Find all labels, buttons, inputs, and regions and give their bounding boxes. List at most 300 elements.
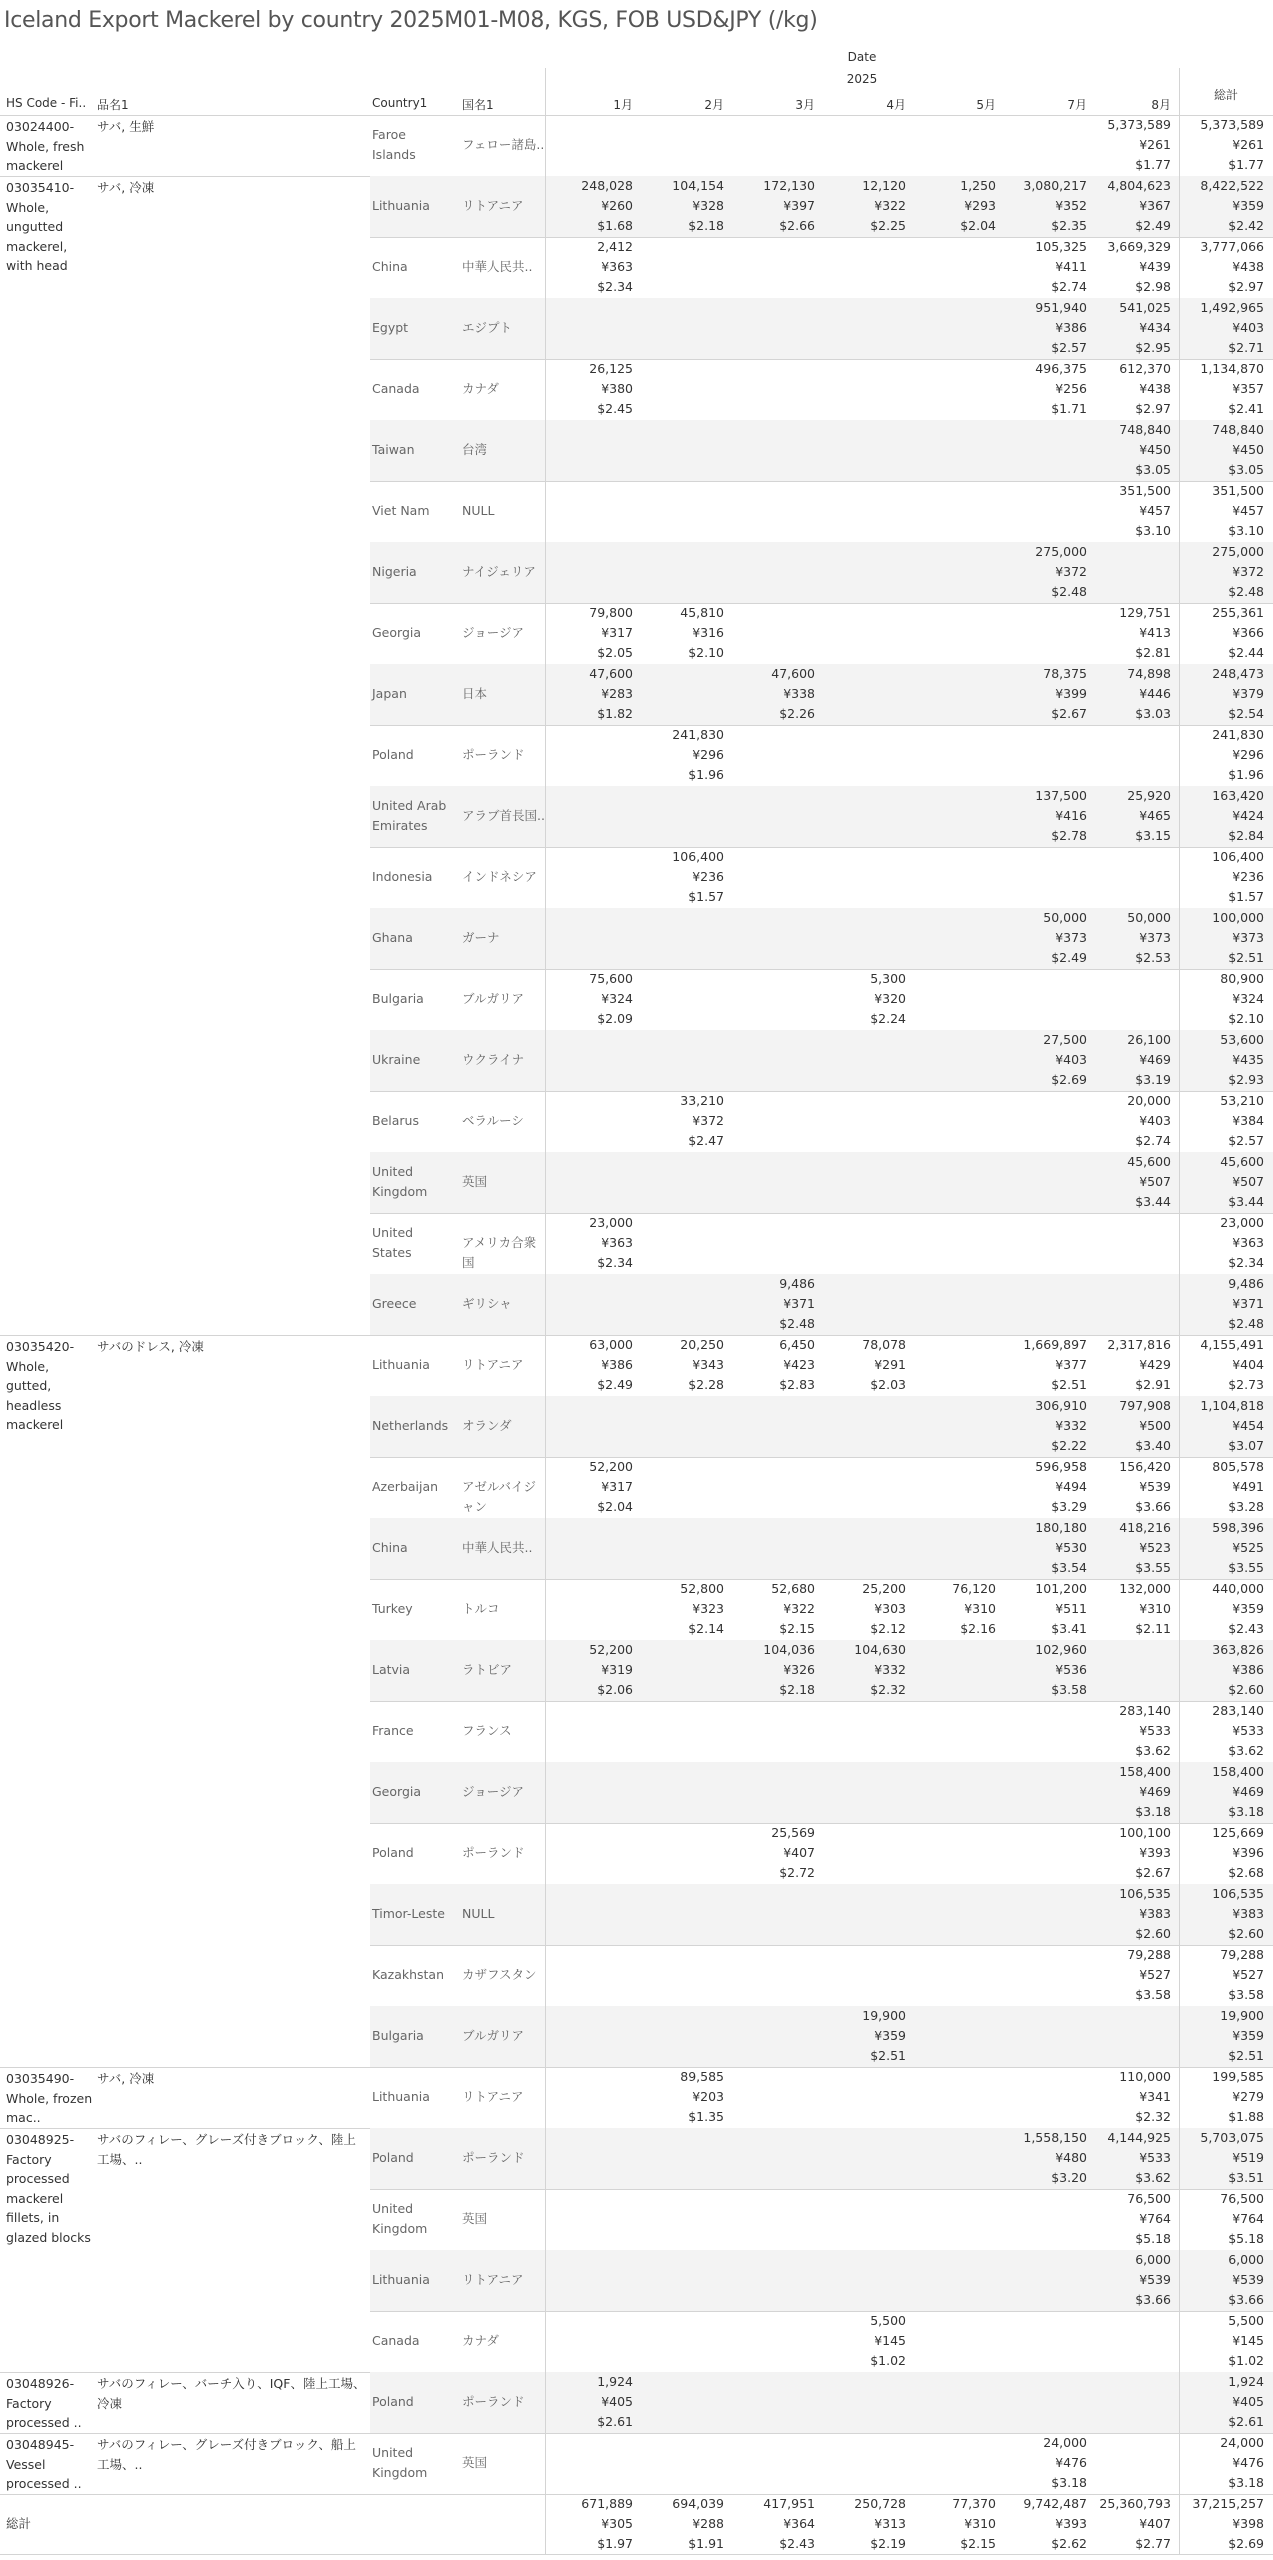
month-value: 89,585	[680, 2069, 724, 2084]
country-jp-cell: 英国	[462, 1174, 488, 1189]
month-value: 45,600	[1127, 1154, 1171, 1169]
month-value: $3.18	[1051, 2475, 1087, 2490]
month-value: ¥338	[783, 686, 815, 701]
month-value: 9,486	[779, 1276, 815, 1291]
total-value: 748,840	[1212, 422, 1264, 437]
total-value: $3.18	[1228, 1804, 1264, 1819]
month-value: $2.10	[688, 645, 724, 660]
month-value: $3.54	[1051, 1560, 1087, 1575]
month-value: ¥393	[1139, 1845, 1171, 1860]
total-value: 100,000	[1212, 910, 1264, 925]
total-value: 5,373,589	[1200, 117, 1264, 132]
month-value: $3.55	[1135, 1560, 1171, 1575]
month-value: 2,412	[597, 239, 633, 254]
month-value: ¥352	[1055, 198, 1087, 213]
grand-total-value: 25,360,793	[1099, 2496, 1171, 2511]
month-value: 52,200	[589, 1459, 633, 1474]
month-value: 63,000	[589, 1337, 633, 1352]
country-jp-cell: ブルガリア	[462, 2028, 525, 2043]
month-value: 132,000	[1119, 1581, 1171, 1596]
total-value: ¥373	[1232, 930, 1264, 945]
country-jp-cell: カナダ	[462, 381, 499, 396]
country-jp-cell: オランダ	[462, 1418, 512, 1433]
total-value: ¥525	[1232, 1540, 1264, 1555]
month-value: 541,025	[1119, 300, 1171, 315]
month-value: ¥324	[601, 991, 633, 1006]
month-value: 74,898	[1127, 666, 1171, 681]
grand-total-value: $2.19	[870, 2536, 906, 2551]
total-value: ¥383	[1232, 1906, 1264, 1921]
month-value: ¥469	[1139, 1052, 1171, 1067]
total-value: ¥279	[1232, 2089, 1264, 2104]
month-value: 104,036	[763, 1642, 815, 1657]
total-value: ¥396	[1232, 1845, 1264, 1860]
month-header: 2月	[704, 98, 724, 112]
month-value: ¥530	[1055, 1540, 1087, 1555]
month-value: 26,100	[1127, 1032, 1171, 1047]
total-value: 24,000	[1220, 2435, 1264, 2450]
country-cell: United Kingdom	[372, 2445, 428, 2480]
total-value: 351,500	[1212, 483, 1264, 498]
month-value: $3.62	[1135, 2170, 1171, 2185]
month-value: 137,500	[1035, 788, 1087, 803]
country-cell: Canada	[372, 381, 420, 396]
month-value: 79,288	[1127, 1947, 1171, 1962]
month-value: ¥320	[874, 991, 906, 1006]
month-value: ¥317	[601, 1479, 633, 1494]
month-value: $1.02	[870, 2353, 906, 2368]
month-value: $3.18	[1135, 1804, 1171, 1819]
country-cell: Georgia	[372, 1784, 422, 1799]
month-value: ¥411	[1055, 259, 1087, 274]
total-value: $3.44	[1228, 1194, 1264, 1209]
country-cell: Azerbaijan	[372, 1479, 439, 1494]
country-jp-cell: 英国	[462, 2211, 488, 2226]
month-value: 25,200	[862, 1581, 906, 1596]
month-value: 76,500	[1127, 2191, 1171, 2206]
country-cell: United Kingdom	[372, 2201, 428, 2236]
month-value: ¥303	[874, 1601, 906, 1616]
month-value: ¥326	[783, 1662, 815, 1677]
month-value: ¥523	[1139, 1540, 1171, 1555]
month-value: $2.48	[779, 1316, 815, 1331]
month-value: ¥405	[601, 2394, 633, 2409]
month-value: ¥322	[874, 198, 906, 213]
month-value: $2.24	[870, 1011, 906, 1026]
grand-total-value: 77,370	[952, 2496, 996, 2511]
month-value: $2.05	[597, 645, 633, 660]
month-value: $2.51	[870, 2048, 906, 2063]
country-jp-cell: リトアニア	[462, 2089, 524, 2104]
total-value: $2.34	[1228, 1255, 1264, 1270]
grand-total-value: ¥393	[1055, 2516, 1087, 2531]
month-value: ¥465	[1139, 808, 1171, 823]
month-value: $3.66	[1135, 1499, 1171, 1514]
month-value: 23,000	[589, 1215, 633, 1230]
month-value: ¥323	[692, 1601, 724, 1616]
month-value: ¥416	[1055, 808, 1087, 823]
country-jp-cell: 中華人民共..	[462, 1540, 533, 1555]
month-value: 52,200	[589, 1642, 633, 1657]
month-value: 156,420	[1119, 1459, 1171, 1474]
month-value: $3.58	[1051, 1682, 1087, 1697]
country-cell: Kazakhstan	[372, 1967, 445, 1982]
total-value: ¥454	[1232, 1418, 1264, 1433]
total-value: ¥435	[1232, 1052, 1264, 1067]
country-cell: Poland	[372, 2150, 414, 2165]
total-value: ¥359	[1232, 198, 1264, 213]
country-cell: Timor-Leste	[372, 1906, 445, 1921]
year-header: 2025	[846, 72, 878, 86]
total-value: ¥450	[1232, 442, 1264, 457]
month-value: ¥145	[874, 2333, 906, 2348]
month-value: 50,000	[1127, 910, 1171, 925]
total-value: $2.48	[1228, 1316, 1264, 1331]
month-value: $2.49	[1135, 218, 1171, 233]
country-cell: Lithuania	[372, 1357, 430, 1372]
month-value: $2.66	[779, 218, 815, 233]
total-value: 1,134,870	[1200, 361, 1264, 376]
month-value: 78,375	[1043, 666, 1087, 681]
total-value: 9,486	[1228, 1276, 1264, 1291]
total-value: ¥371	[1232, 1296, 1264, 1311]
month-value: $2.91	[1135, 1377, 1171, 1392]
month-value: ¥363	[601, 259, 633, 274]
country-cell: Poland	[372, 2394, 414, 2409]
total-value: $2.54	[1228, 706, 1264, 721]
month-value: $2.28	[688, 1377, 724, 1392]
month-value: 79,800	[589, 605, 633, 620]
total-value: ¥363	[1232, 1235, 1264, 1250]
total-value: $2.60	[1228, 1926, 1264, 1941]
month-value: 129,751	[1119, 605, 1171, 620]
month-value: ¥341	[1139, 2089, 1171, 2104]
month-value: 2,317,816	[1107, 1337, 1171, 1352]
month-value: ¥413	[1139, 625, 1171, 640]
month-value: 52,800	[680, 1581, 724, 1596]
month-value: ¥260	[601, 198, 633, 213]
total-value: $2.93	[1228, 1072, 1264, 1087]
month-value: $2.32	[870, 1682, 906, 1697]
month-value: $1.82	[597, 706, 633, 721]
month-value: $3.41	[1051, 1621, 1087, 1636]
total-value: $2.51	[1228, 950, 1264, 965]
month-value: 748,840	[1119, 422, 1171, 437]
country-jp-cell: ポーランド	[462, 1845, 525, 1860]
country-cell: Indonesia	[372, 869, 433, 884]
month-value: $5.18	[1135, 2231, 1171, 2246]
month-value: ¥539	[1139, 2272, 1171, 2287]
total-value: $1.02	[1228, 2353, 1264, 2368]
month-value: 5,300	[870, 971, 906, 986]
total-value: ¥261	[1232, 137, 1264, 152]
total-value: ¥145	[1232, 2333, 1264, 2348]
total-value: $3.07	[1228, 1438, 1264, 1453]
month-value: $2.48	[1051, 584, 1087, 599]
month-value: 3,080,217	[1023, 178, 1087, 193]
month-value: ¥332	[1055, 1418, 1087, 1433]
total-value: 275,000	[1212, 544, 1264, 559]
country-jp-cell: インドネシア	[462, 869, 537, 884]
month-value: $3.10	[1135, 523, 1171, 538]
month-value: ¥367	[1139, 198, 1171, 213]
month-value: 6,450	[779, 1337, 815, 1352]
total-value: 53,210	[1220, 1093, 1264, 1108]
country-jp-cell: ジョージア	[462, 625, 525, 640]
month-value: $2.12	[870, 1621, 906, 1636]
month-value: ¥439	[1139, 259, 1171, 274]
country-cell: France	[372, 1723, 414, 1738]
total-value: ¥438	[1232, 259, 1264, 274]
total-value: 163,420	[1212, 788, 1264, 803]
month-value: 45,810	[680, 605, 724, 620]
total-value: $2.97	[1228, 279, 1264, 294]
month-value: ¥476	[1055, 2455, 1087, 2470]
month-value: ¥434	[1139, 320, 1171, 335]
month-value: $2.60	[1135, 1926, 1171, 1941]
month-value: $2.35	[1051, 218, 1087, 233]
month-value: ¥450	[1139, 442, 1171, 457]
month-value: $1.35	[688, 2109, 724, 2124]
total-value: 1,104,818	[1200, 1398, 1264, 1413]
month-value: $2.32	[1135, 2109, 1171, 2124]
month-value: ¥539	[1139, 1479, 1171, 1494]
divider	[1179, 68, 1180, 115]
total-value: 283,140	[1212, 1703, 1264, 1718]
country-jp-cell: アゼルバイジャン	[462, 1479, 537, 1514]
month-value: 1,558,150	[1023, 2130, 1087, 2145]
country-cell: Taiwan	[372, 442, 415, 457]
month-value: 19,900	[862, 2008, 906, 2023]
month-value: 110,000	[1119, 2069, 1171, 2084]
month-value: 172,130	[763, 178, 815, 193]
total-value: $2.44	[1228, 645, 1264, 660]
divider	[370, 1213, 1273, 1214]
month-value: ¥372	[692, 1113, 724, 1128]
total-value: 1,924	[1228, 2374, 1264, 2389]
month-value: ¥322	[783, 1601, 815, 1616]
month-value: $2.22	[1051, 1438, 1087, 1453]
total-value: ¥519	[1232, 2150, 1264, 2165]
country-jp-cell: カザフスタン	[462, 1967, 537, 1982]
month-value: $2.11	[1135, 1621, 1171, 1636]
country-cell: Bulgaria	[372, 2028, 424, 2043]
country-cell: Japan	[372, 686, 407, 701]
product-name-cell: サバのドレス, 冷凍	[97, 1339, 204, 1354]
month-value: 47,600	[771, 666, 815, 681]
month-value: $2.61	[597, 2414, 633, 2429]
country-cell: Canada	[372, 2333, 420, 2348]
month-value: $2.97	[1135, 401, 1171, 416]
month-value: ¥380	[601, 381, 633, 396]
month-value: 4,804,623	[1107, 178, 1171, 193]
country-cell: United States	[372, 1225, 414, 1260]
total-value: $3.28	[1228, 1499, 1264, 1514]
month-value: ¥533	[1139, 2150, 1171, 2165]
grand-total-value: 417,951	[763, 2496, 815, 2511]
country-cell: Poland	[372, 747, 414, 762]
month-value: $3.20	[1051, 2170, 1087, 2185]
month-value: 101,200	[1035, 1581, 1087, 1596]
country-cell: Viet Nam	[372, 503, 430, 518]
country-jp-cell: NULL	[462, 1906, 495, 1921]
total-value: ¥533	[1232, 1723, 1264, 1738]
total-value: $2.10	[1228, 1011, 1264, 1026]
total-value: ¥324	[1232, 991, 1264, 1006]
total-value: ¥491	[1232, 1479, 1264, 1494]
total-value: ¥236	[1232, 869, 1264, 884]
grand-total-value: ¥398	[1232, 2516, 1264, 2531]
month-value: 12,120	[862, 178, 906, 193]
grand-total-value: ¥288	[692, 2516, 724, 2531]
month-value: $2.53	[1135, 950, 1171, 965]
total-value: $2.84	[1228, 828, 1264, 843]
month-value: $2.69	[1051, 1072, 1087, 1087]
month-value: ¥511	[1055, 1601, 1087, 1616]
divider	[1179, 115, 1180, 2554]
month-value: $2.34	[597, 279, 633, 294]
total-value: 5,500	[1228, 2313, 1264, 2328]
month-value: ¥317	[601, 625, 633, 640]
month-value: 20,000	[1127, 1093, 1171, 1108]
total-value: 8,422,522	[1200, 178, 1264, 193]
month-value: $2.03	[870, 1377, 906, 1392]
grand-total-value: 37,215,257	[1192, 2496, 1264, 2511]
month-value: ¥203	[692, 2089, 724, 2104]
month-value: 283,140	[1119, 1703, 1171, 1718]
total-value: ¥404	[1232, 1357, 1264, 1372]
country-cell: Turkey	[372, 1601, 413, 1616]
month-value: 25,569	[771, 1825, 815, 1840]
total-value: 80,900	[1220, 971, 1264, 986]
month-value: ¥429	[1139, 1357, 1171, 1372]
month-value: ¥764	[1139, 2211, 1171, 2226]
country-cell: United Arab Emirates	[372, 798, 447, 833]
total-value: 106,400	[1212, 849, 1264, 864]
total-value: $1.96	[1228, 767, 1264, 782]
country-jp-cell: ベラルーシ	[462, 1113, 524, 1128]
total-value: 4,155,491	[1200, 1337, 1264, 1352]
total-value: 79,288	[1220, 1947, 1264, 1962]
total-value: 440,000	[1212, 1581, 1264, 1596]
country-cell: Lithuania	[372, 2089, 430, 2104]
total-value: ¥386	[1232, 1662, 1264, 1677]
month-value: ¥397	[783, 198, 815, 213]
divider	[545, 68, 546, 115]
month-value: ¥403	[1139, 1113, 1171, 1128]
month-value: ¥536	[1055, 1662, 1087, 1677]
country-jp-cell: トルコ	[462, 1601, 500, 1616]
month-value: ¥328	[692, 198, 724, 213]
month-value: ¥386	[601, 1357, 633, 1372]
grand-total-label: 総計	[6, 2516, 32, 2531]
total-value: $2.43	[1228, 1621, 1264, 1636]
total-value: ¥507	[1232, 1174, 1264, 1189]
month-value: 1,669,897	[1023, 1337, 1087, 1352]
total-value: 106,535	[1212, 1886, 1264, 1901]
month-value: $3.44	[1135, 1194, 1171, 1209]
month-value: ¥377	[1055, 1357, 1087, 1372]
month-header: 8月	[1151, 98, 1171, 112]
total-value: $2.42	[1228, 218, 1264, 233]
month-value: ¥399	[1055, 686, 1087, 701]
month-value: 351,500	[1119, 483, 1171, 498]
country-cell: Lithuania	[372, 198, 430, 213]
month-value: 26,125	[589, 361, 633, 376]
month-value: $2.49	[1051, 950, 1087, 965]
total-value: 255,361	[1212, 605, 1264, 620]
grand-total-value: ¥310	[964, 2516, 996, 2531]
month-value: ¥332	[874, 1662, 906, 1677]
country-jp-cell: 台湾	[462, 442, 488, 457]
total-value: 805,578	[1212, 1459, 1264, 1474]
total-value: $3.58	[1228, 1987, 1264, 2002]
country-jp-cell: ポーランド	[462, 2150, 525, 2165]
month-value: ¥373	[1139, 930, 1171, 945]
month-value: 106,400	[672, 849, 724, 864]
hs-code-cell: 03048945-Vessel processed ..	[6, 2437, 82, 2491]
month-value: $1.68	[597, 218, 633, 233]
month-value: 248,028	[581, 178, 633, 193]
month-value: $3.66	[1135, 2292, 1171, 2307]
country-cell: Poland	[372, 1845, 414, 1860]
country-jp-cell: エジプト	[462, 320, 513, 335]
country-jp-cell: カナダ	[462, 2333, 499, 2348]
country-jp-cell: リトアニア	[462, 1357, 524, 1372]
hs-code-cell: 03048925-Factory processed mackerel fillets, in glazed blocks	[6, 2132, 91, 2245]
month-value: ¥494	[1055, 1479, 1087, 1494]
month-value: $2.14	[688, 1621, 724, 1636]
month-value: 612,370	[1119, 361, 1171, 376]
month-value: $3.62	[1135, 1743, 1171, 1758]
month-value: ¥457	[1139, 503, 1171, 518]
total-value: $2.48	[1228, 584, 1264, 599]
month-value: 275,000	[1035, 544, 1087, 559]
month-value: ¥407	[783, 1845, 815, 1860]
month-value: $2.09	[597, 1011, 633, 1026]
total-value: 3,777,066	[1200, 239, 1264, 254]
country-jp-cell: NULL	[462, 503, 495, 518]
month-value: ¥446	[1139, 686, 1171, 701]
divider	[370, 847, 1273, 848]
month-value: $1.71	[1051, 401, 1087, 416]
total-value: ¥403	[1232, 320, 1264, 335]
country-jp-cell: リトアニア	[462, 2272, 524, 2287]
total-value: ¥359	[1232, 2028, 1264, 2043]
month-value: ¥373	[1055, 930, 1087, 945]
total-value: 6,000	[1228, 2252, 1264, 2267]
country-jp-cell: ブルガリア	[462, 991, 525, 1006]
month-value: $3.19	[1135, 1072, 1171, 1087]
month-value: 951,940	[1035, 300, 1087, 315]
month-value: ¥383	[1139, 1906, 1171, 1921]
month-value: 33,210	[680, 1093, 724, 1108]
month-value: 797,908	[1119, 1398, 1171, 1413]
country-cell: China	[372, 1540, 408, 1555]
total-value: 5,703,075	[1200, 2130, 1264, 2145]
total-value: 199,585	[1212, 2069, 1264, 2084]
month-value: $2.26	[779, 706, 815, 721]
month-value: $2.18	[688, 218, 724, 233]
total-value: ¥457	[1232, 503, 1264, 518]
total-value: $1.57	[1228, 889, 1264, 904]
country-cell: Belarus	[372, 1113, 419, 1128]
country-jp-cell: フランス	[462, 1723, 512, 1738]
month-value: $3.29	[1051, 1499, 1087, 1514]
month-value: 158,400	[1119, 1764, 1171, 1779]
month-value: $3.40	[1135, 1438, 1171, 1453]
month-value: $2.06	[597, 1682, 633, 1697]
